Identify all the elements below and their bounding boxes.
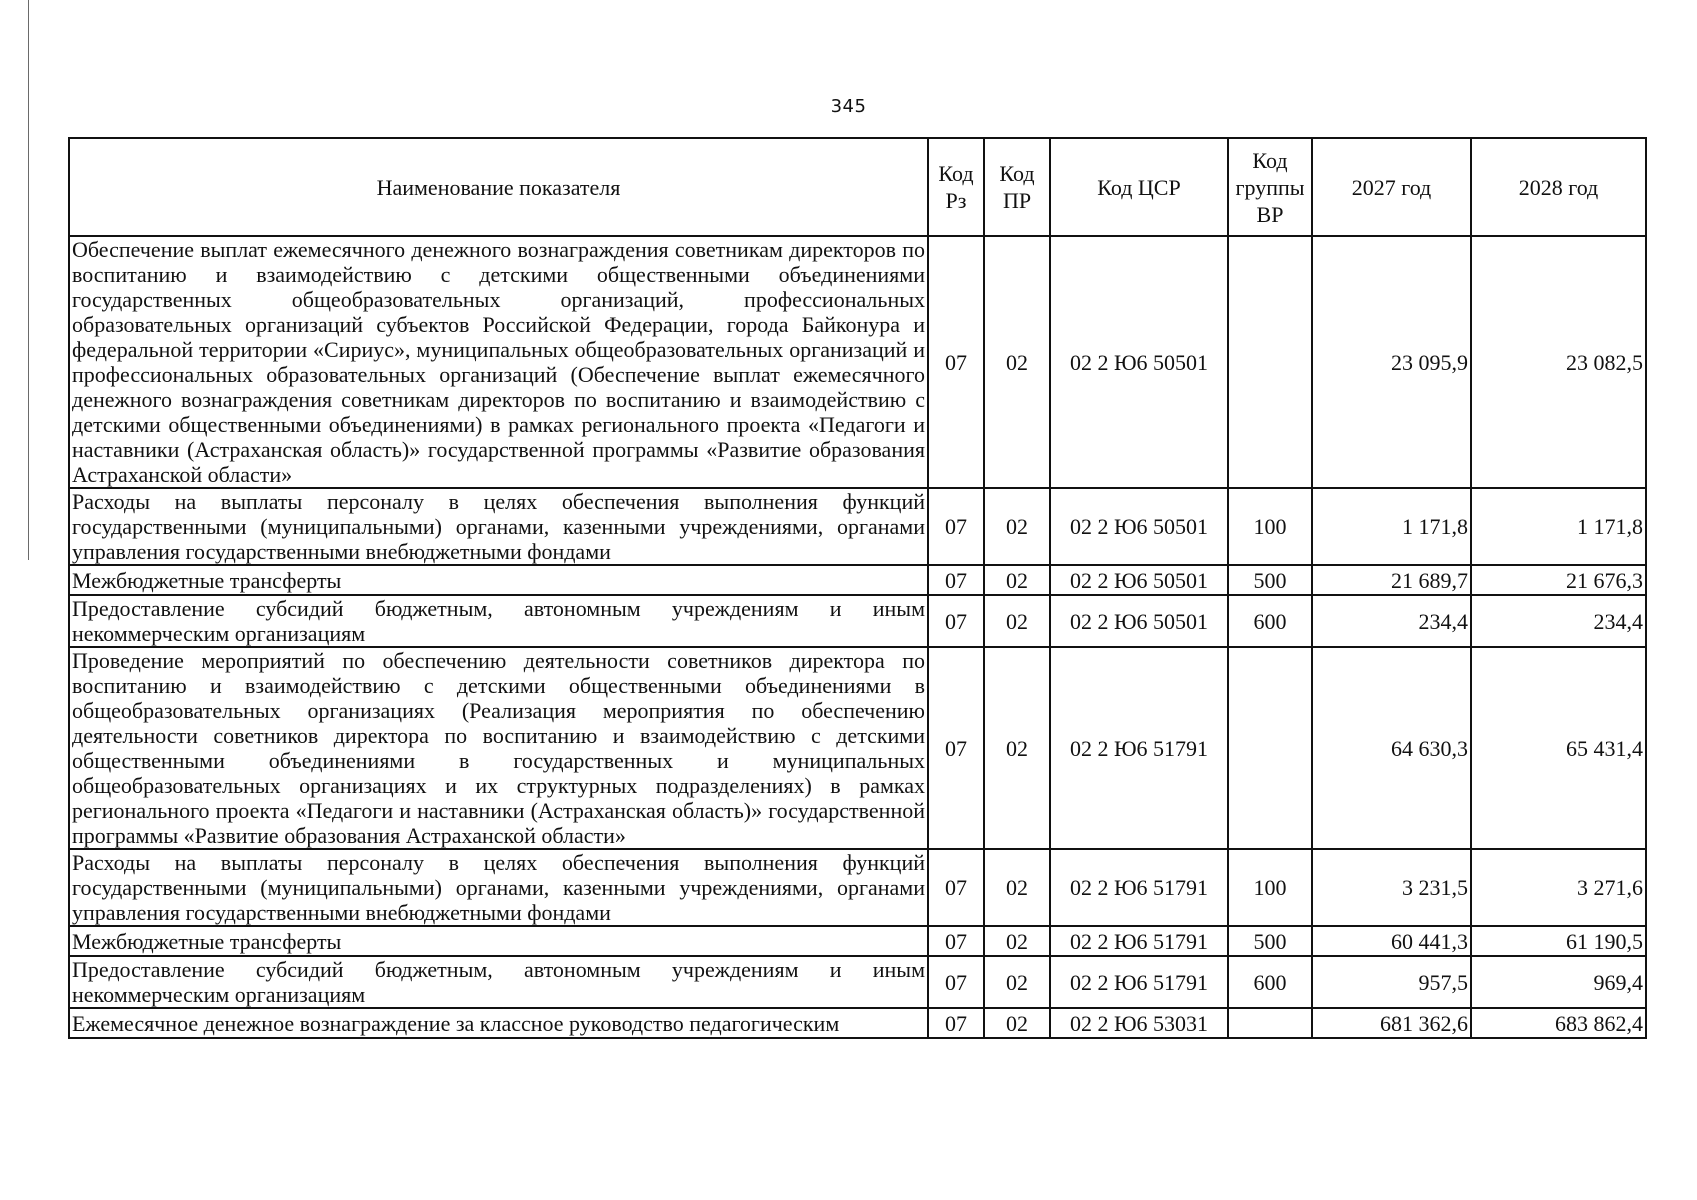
row-vr xyxy=(1228,1008,1312,1038)
table-row xyxy=(69,488,1646,565)
row-pr: 02 xyxy=(984,849,1050,926)
row-2028: 61 190,5 xyxy=(1471,926,1646,956)
row-csr: 02 2 Ю6 51791 xyxy=(1050,956,1228,1008)
row-2028: 683 862,4 xyxy=(1471,1008,1646,1038)
row-pr: 02 xyxy=(984,565,1050,595)
row-2028: 65 431,4 xyxy=(1471,647,1646,849)
table-row xyxy=(69,956,1646,1008)
row-2027: 957,5 xyxy=(1312,956,1471,1008)
row-csr: 02 2 Ю6 50501 xyxy=(1050,236,1228,488)
row-name: Предоставление субсидий бюджетным, автономным учреждениям и иным некоммерческим организациям xyxy=(69,595,928,647)
row-rz: 07 xyxy=(928,565,984,595)
row-2027: 234,4 xyxy=(1312,595,1471,647)
row-rz: 07 xyxy=(928,647,984,849)
row-name: Расходы на выплаты персоналу в целях обеспечения выполнения функций государственными (муниципальными) органами, казенными учреждениями, органами управления государственными внебюджетными фондами xyxy=(69,849,928,926)
row-2027: 60 441,3 xyxy=(1312,926,1471,956)
row-csr: 02 2 Ю6 50501 xyxy=(1050,565,1228,595)
row-2028: 23 082,5 xyxy=(1471,236,1646,488)
row-pr: 02 xyxy=(984,647,1050,849)
table-row xyxy=(69,595,1646,647)
row-pr: 02 xyxy=(984,488,1050,565)
row-2027: 1 171,8 xyxy=(1312,488,1471,565)
table-row xyxy=(69,647,1646,849)
row-2027: 23 095,9 xyxy=(1312,236,1471,488)
row-pr: 02 xyxy=(984,1008,1050,1038)
table-row xyxy=(69,926,1646,956)
row-rz: 07 xyxy=(928,1008,984,1038)
row-pr: 02 xyxy=(984,956,1050,1008)
row-pr: 02 xyxy=(984,595,1050,647)
scan-margin-line xyxy=(28,0,29,560)
header-name: Наименование показателя xyxy=(69,138,928,236)
row-2028: 234,4 xyxy=(1471,595,1646,647)
row-csr: 02 2 Ю6 50501 xyxy=(1050,595,1228,647)
row-rz: 07 xyxy=(928,236,984,488)
row-csr: 02 2 Ю6 51791 xyxy=(1050,926,1228,956)
row-vr: 100 xyxy=(1228,849,1312,926)
header-csr: Код ЦСР xyxy=(1050,138,1228,236)
header-2027: 2027 год xyxy=(1312,138,1471,236)
row-vr: 600 xyxy=(1228,595,1312,647)
row-rz: 07 xyxy=(928,595,984,647)
row-2027: 21 689,7 xyxy=(1312,565,1471,595)
row-csr: 02 2 Ю6 51791 xyxy=(1050,647,1228,849)
row-rz: 07 xyxy=(928,956,984,1008)
row-2028: 21 676,3 xyxy=(1471,565,1646,595)
row-vr: 600 xyxy=(1228,956,1312,1008)
row-name: Предоставление субсидий бюджетным, автономным учреждениям и иным некоммерческим организациям xyxy=(69,956,928,1008)
table-row xyxy=(69,565,1646,595)
row-2027: 64 630,3 xyxy=(1312,647,1471,849)
row-name: Межбюджетные трансферты xyxy=(69,565,928,595)
row-csr: 02 2 Ю6 50501 xyxy=(1050,488,1228,565)
header-pr: Код ПР xyxy=(984,138,1050,236)
header-row xyxy=(69,138,1646,236)
row-rz: 07 xyxy=(928,926,984,956)
row-2028: 1 171,8 xyxy=(1471,488,1646,565)
row-name: Ежемесячное денежное вознаграждение за классное руководство педагогическим xyxy=(69,1008,928,1038)
table-row xyxy=(69,1008,1646,1038)
table-row xyxy=(69,236,1646,488)
row-vr: 500 xyxy=(1228,565,1312,595)
row-vr xyxy=(1228,236,1312,488)
row-2027: 3 231,5 xyxy=(1312,849,1471,926)
row-csr: 02 2 Ю6 53031 xyxy=(1050,1008,1228,1038)
row-csr: 02 2 Ю6 51791 xyxy=(1050,849,1228,926)
row-name: Расходы на выплаты персоналу в целях обеспечения выполнения функций государственными (муниципальными) органами, казенными учреждениями, органами управления государственными внебюджетными фондами xyxy=(69,488,928,565)
row-2027: 681 362,6 xyxy=(1312,1008,1471,1038)
row-name: Межбюджетные трансферты xyxy=(69,926,928,956)
row-name: Обеспечение выплат ежемесячного денежного вознаграждения советникам директоров по воспитанию и взаимодействию с детскими общественными объединениями государственных общеобразовательных организаций, профессиональных образовательных организаций субъектов Российской Федерации, города Байконура и федеральной территории «Сириус», муниципальных общеобразовательных организаций и профессиональных образовательных организаций (Обеспечение выплат ежемесячного денежного вознаграждения советникам директоров по воспитанию и взаимодействию с детскими общественными объединениями) в рамках регионального проекта «Педагоги и наставники (Астраханская область)» государственной программы «Развитие образования Астраханской области» xyxy=(69,236,928,488)
header-rz: Код Рз xyxy=(928,138,984,236)
row-vr xyxy=(1228,647,1312,849)
header-2028: 2028 год xyxy=(1471,138,1646,236)
row-rz: 07 xyxy=(928,849,984,926)
header-vr: Код группы ВР xyxy=(1228,138,1312,236)
row-vr: 500 xyxy=(1228,926,1312,956)
row-2028: 3 271,6 xyxy=(1471,849,1646,926)
row-pr: 02 xyxy=(984,926,1050,956)
budget-table xyxy=(68,137,1647,1039)
row-2028: 969,4 xyxy=(1471,956,1646,1008)
row-rz: 07 xyxy=(928,488,984,565)
row-pr: 02 xyxy=(984,236,1050,488)
page-number: 345 xyxy=(830,96,867,117)
row-name: Проведение мероприятий по обеспечению деятельности советников директора по воспитанию и взаимодействию с детскими общественными объединениями в общеобразовательных организациях (Реализация мероприятия по обеспечению деятельности советников директора по воспитанию и взаимодействию с детскими общественными объединениями в государственных и муниципальных общеобразовательных организациях и их структурных подразделениях) в рамках регионального проекта «Педагоги и наставники (Астраханская область)» государственной программы «Развитие образования Астраханской области» xyxy=(69,647,928,849)
row-vr: 100 xyxy=(1228,488,1312,565)
table-row xyxy=(69,849,1646,926)
